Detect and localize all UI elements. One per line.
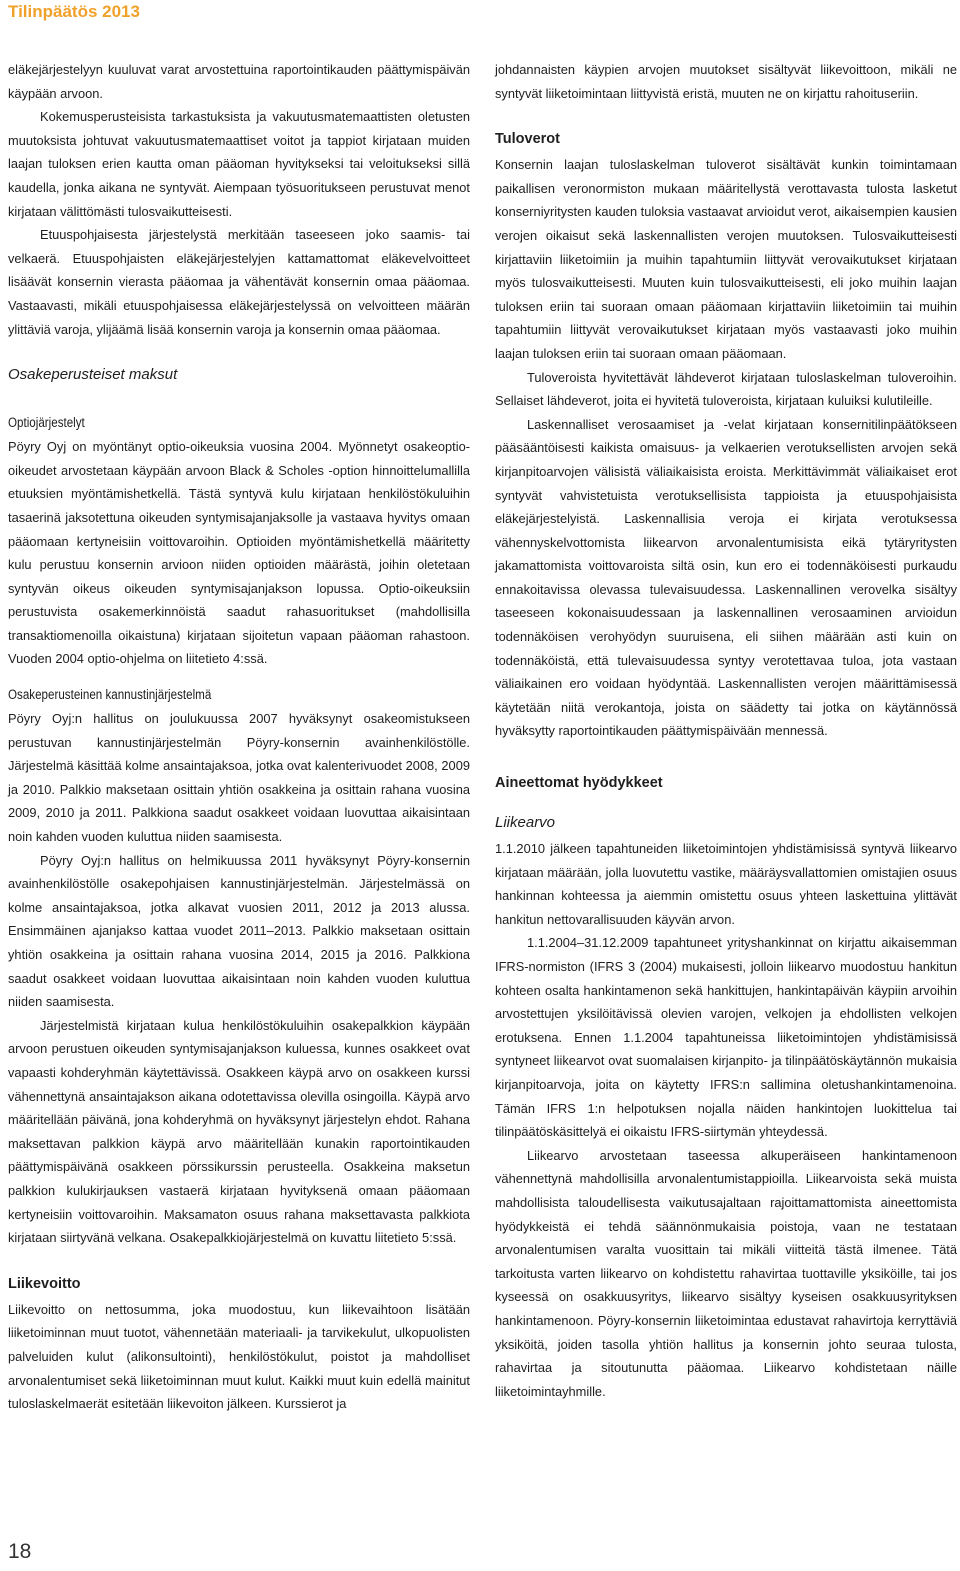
- section-heading-income-taxes: Tuloverot: [495, 131, 560, 148]
- paragraph: Konsernin laajan tuloslaskelman tuloverot sisältävät kunkin toimintamaan paikallisen veronormiston mukaan määritellystä verottavasta tulosta lasketut konserniyritysten kauden tuloksia vastaavat arvioidut verot, aikaisempien kausien verojen oikaisut sekä laskennallisten verojen muutoksen. Tulosvaikutteisesti kirjattaviin liiketoimiin ja muihin tapahtumiin liittyvät verovaikutukset kirjataan myös tulosvaikutteisesti. Muuten kuin tulosvaikutteisesti, eli joko muihin laajan tuloksen eriin tai suoraan omaan pääomaan kirjattaviin liiketoimiin tai muihin tapahtumiin liittyvät verovaikutukset kirjataan myös vastaavasti joko muihin laajan tuloksen eriin tai suoraan omaan pääomaan.: [495, 157, 957, 361]
- right-column: [495, 58, 957, 1403]
- section-heading-intangible-assets: Aineettomat hyödykkeet: [495, 775, 663, 792]
- left-column: [8, 58, 470, 1416]
- paragraph: Etuuspohjaisesta järjestelystä merkitään taseeseen joko saamis- tai velkaerä. Etuuspohjaisten eläkejärjestelyjen kattamattomat eläkevelvoitteet lisäävät konsernin vierasta pääomaa ja vähentävät konsernin omaa pääomaa. Vastaavasti, mikäli etuuspohjaisessa eläkejärjestelyssä on velvoitteen määrän ylittäviä varoja, ylijäämä lisää konsernin varoja ja konsernin omaa pääomaa.: [8, 227, 470, 337]
- paragraph: Kokemusperusteisista tarkastuksista ja vakuutusmatemaattisten oletusten muutoksista johtuvat vakuutusmatemaattiset voitot ja tappiot kirjataan muiden laajan tuloksen erien kautta oman pääoman hyvitykseksi tai veloitukseksi sillä kaudella, jonka aikana ne syntyvät. Aiempaan työsuoritukseen perustuvat menot kirjataan välittömästi tulosvaikutteisesti.: [8, 109, 470, 219]
- paragraph: eläkejärjestelyyn kuuluvat varat arvostettuina raportointikauden päättymispäivän käypään arvoon.: [8, 62, 470, 101]
- paragraph: 1.1.2010 jälkeen tapahtuneiden liiketoimintojen yhdistämisissä syntyvä liikearvo kirjataan määrään, jolla luovutettu vastike, määräysvallattomien omistajien osuus hankinnan kohteessa ja aiemmin omistettu osuus yhteen laskettuina ylittävät hankitun nettovarallisuuden käyvän arvon.: [495, 841, 957, 927]
- subheading-option-arrangements: Optiojärjestelyt: [8, 415, 85, 431]
- paragraph: Järjestelmistä kirjataan kulua henkilöstökuluihin osakepalkkion käypään arvoon perustuen oikeuden syntymisajanjakson kuluessa, kunnes osakkeet ovat vapaasti kohderyhmän käytettävissä. Osakkeen käypä arvo on osakkeen kurssi vähennettynä ansaintajakson aikana odotettavissa olevilla osingoilla. Käypä arvo määritellään päivänä, jona kohderyhmä on hyväksynyt järjestelyn ehdot. Rahana maksettavan palkkion käypä arvo määritellään kunakin raportointikauden päättymispäivänä osakkeen pörssikurssin perusteella. Osakkeina maksetun palkkion kulukirjauksen vastaerä kirjataan hyvityksenä omaan pääomaan kertyneisiin voittovaroihin. Maksamaton osuus rahana maksettavasta palkkiota kirjataan siirtyvänä velkana. Osakepalkkiojärjestelmä on kuvattu liitetieto 5:ssä.: [8, 1017, 470, 1246]
- subheading-incentive-plan: Osakeperusteinen kannustinjärjestelmä: [8, 687, 212, 703]
- paragraph: Pöyry Oyj:n hallitus on helmikuussa 2011 hyväksynyt Pöyry-konsernin avainhenkilöstölle osakepohjaisen kannustinjärjestelmän. Järjestelmässä on kolme ansaintajaksoa, jotka alkavat vuosien 2011, 2012 ja 2013 alussa. Ensimmäinen ajanjakso kattaa vuodet 2011–2013. Palkkio maksetaan osittain yhtiön osakkeina ja osittain rahana vuosina 2014, 2015 ja 2016. Palkkiona saadut osakkeet voidaan luovuttaa aikaisintaan noin kahden vuoden kuluttua niiden saamisesta.: [8, 852, 470, 1010]
- section-heading-operating-profit: Liikevoitto: [8, 1275, 81, 1292]
- paragraph: Pöyry Oyj:n hallitus on joulukuussa 2007 hyväksynyt osakeomistukseen perustuvan kannustinjärjestelmän Pöyry-konsernin avainhenkilöstölle. Järjestelmä käsittää kolme ansaintajaksoa, jotka ovat kalenterivuodet 2008, 2009 ja 2010. Palkkio maksetaan osittain yhtiön osakkeina ja osittain rahana vuosina 2009, 2010 ja 2011. Palkkiona saadut osakkeet voidaan luovuttaa aikaisintaan noin kahden vuoden kuluttua niiden saamisesta.: [8, 711, 470, 845]
- page-number: 18: [8, 1540, 32, 1563]
- paragraph: johdannaisten käypien arvojen muutokset sisältyvät liikevoittoon, mikäli ne syntyvät liiketoimintaan liittyvistä eristä, muuten ne on kirjattu rahoituseriin.: [495, 62, 957, 101]
- paragraph: 1.1.2004–31.12.2009 tapahtuneet yrityshankinnat on kirjattu aikaisemman IFRS-normiston (IFRS 3 (2004) mukaisesti, jolloin liikearvo muodostuu hankitun kohteen osalta hankintamenon sekä hankittujen, hankintapäivän käypiin arvoihin arvostettujen yksilöitävissä olevien varojen, velkojen ja ehdollisten velkojen erotuksena. Ennen 1.1.2004 tapahtuneissa liiketoimintojen yhdistämisissä syntyneet liikearvot ovat suomalaisen kirjanpito- ja tilinpäätöskäytännön mukaisia kirjanpitoarvoja, joita on käytetty IFRS:n sallimina oletushankintamenoina. Tämän IFRS 1:n helpotuksen nojalla näiden hankintojen luokittelua tai tilinpäätöskäsittelyä ei oikaistu IFRS-siirtymän yhteydessä.: [495, 935, 957, 1140]
- paragraph: Tuloveroista hyvitettävät lähdeverot kirjataan tuloslaskelman tuloveroihin. Sellaiset lähdeverot, joita ei hyvitetä tuloveroista, kirjataan kuluiksi kulutileille.: [495, 369, 957, 409]
- paragraph: Liikearvo arvostetaan taseessa alkuperäiseen hankintamenoon vähennettynä mahdollisilla arvonalentumistappioilla. Liikearvoista sekä muista mahdollisista taloudellisesta vaikutusajaltaan rajoittamattomista aineettomista hyödykkeistä ei tehdä säännönmukaisia poistoja, vaan ne testataan arvonalentumisen varalta vuosittain tai mikäli viitteitä tästä ilmenee. Tätä tarkoitusta varten liikearvo on kohdistettu rahavirtaa tuottaville yksiköille, tai jos kyseessä on osakkuusyritys, liikearvo sisältyy kyseisen osakkuusyrityksen hankintamenoon. Pöyry-konsernin liiketoimintaa edustavat rahavirtoja kerryttäviä yksiköitä, joiden tasolla yhtiön hallitus ja konsernin johto seuraa tulosta, rahavirtaa ja sitoutunutta pääomaa. Liikearvo kohdistetaan näille liiketoimintayhmille.: [495, 1147, 957, 1399]
- paragraph: Laskennalliset verosaamiset ja -velat kirjataan konsernitilinpäätökseen pääsääntöisesti kaikista omaisuus- ja velkaerien verotuksellisten arvojen sekä kirjanpitoarvojen välisistä väliaikaisista eroista. Merkittävimmät väliaikaiset erot syntyvät vahvistetuista verotuksellisista tappioista ja etuuspohjaisista eläkejärjestelyistä. Laskennallisia veroja ei kirjata verotuksessa vähennyskelvottomista liikearvon arvonalentumisista eikä tytäryritysten jakamattomista voittovaroista siltä osin, kun ero ei todennäköisesti purkaudu ennakoitavissa olevassa tulevaisuudessa. Laskennallinen verovelka sisältyy taseeseen kokonaisuudessaan ja laskennallinen verosaaminen arvioidun todennäköisen verohyödyn suuruisena, eli siihen määrään asti kuin on todennäköistä, että tulevaisuudessa syntyy verotettavaa tuloa, jota vastaan väliaikainen ero voidaan hyödyntää. Laskennallisten verojen määrittämisessä käytetään niitä verokantoja, joista on säädetty tai jotka on käytännössä hyväksytty raportointikauden päättymispäivään mennessä.: [495, 416, 957, 739]
- paragraph: Pöyry Oyj on myöntänyt optio-oikeuksia vuosina 2004. Myönnetyt osakeoptio-oikeudet arvostetaan käypään arvoon Black & Scholes -option hinnoittelumallilla etuuksien myöntämishetkellä. Tästä syntyvä kulu kirjataan henkilöstökuluihin tasaerinä jaksotettuna oikeuden syntymisajanjaksolle ja vastaava hyvitys omaan pääomaan kertyneisiin voittovaroihin. Optioiden myöntämishetkellä määritetty kulu perustuu konsernin arvioon niiden optioiden määrästä, joihin oletetaan syntyvän oikeus oikeuden syntymisajanjakson lopussa. Optio-oikeuksiin perustuvista osakemerkinnöistä saadut rahasuoritukset (mahdollisilla transaktiomenoilla oikaistuna) kirjataan sijoitetun vapaan pääoman rahastoon. Vuoden 2004 optio-ohjelma on liitetieto 4:ssä.: [8, 439, 470, 667]
- subheading-goodwill: Liikearvo: [495, 814, 556, 832]
- paragraph: Liikevoitto on nettosumma, joka muodostuu, kun liikevaihtoon lisätään liiketoiminnan muut tuotot, vähennetään materiaali- ja tarvikekulut, ulkopuolisten palveluiden kulut (alikonsultointi), henkilöstökulut, poistot ja mahdolliset arvonalentumiset sekä liiketoiminnan muut kulut. Kaikki muut kuin edellä mainitut tuloslaskelmaerät esitetään liikevoiton jälkeen. Kurssierot ja: [8, 1301, 470, 1412]
- section-heading-share-based-payments: Osakeperusteiset maksut: [8, 366, 178, 384]
- report-title: Tilinpäätös 2013: [8, 2, 140, 21]
